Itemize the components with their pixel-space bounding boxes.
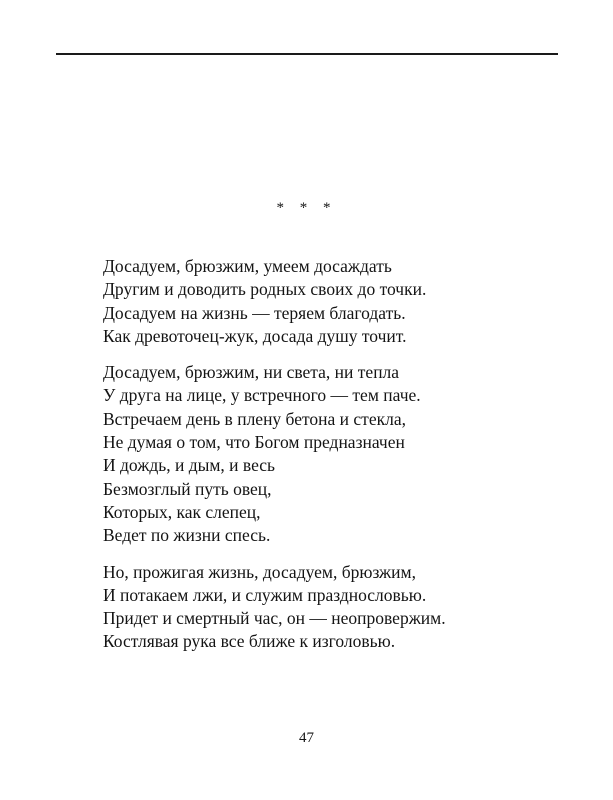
poem-line: И потакаем лжи, и служим празднословью.	[103, 584, 427, 605]
poem-line: И дождь, и дым, и весь	[103, 455, 276, 476]
page-number: 47	[299, 730, 314, 746]
poem-line: Досадуем, брюзжим, ни света, ни тепла	[103, 362, 400, 383]
poem-line: Костлявая рука все ближе к изголовью.	[103, 631, 396, 652]
stanza-3	[103, 561, 573, 654]
section-ornament: * * *	[276, 200, 337, 216]
poem-line: Ведет по жизни спесь.	[103, 525, 271, 546]
stanza-2	[103, 361, 573, 547]
poem-line: Которых, как слепец,	[103, 501, 261, 522]
poem-line: Встречаем день в плену бетона и стекла,	[103, 408, 406, 429]
poem	[103, 255, 573, 667]
poem-line: Другим и доводить родных своих до точки.	[103, 279, 427, 300]
poem-line: Как древоточец-жук, досада душу точит.	[103, 325, 407, 346]
poem-line: У друга на лице, у встречного — тем паче.	[103, 385, 421, 406]
top-rule	[56, 53, 558, 55]
stanza-1	[103, 255, 573, 348]
poem-line: Но, прожигая жизнь, досадуем, брюзжим,	[103, 561, 416, 582]
poem-line: Придет и смертный час, он — неопровержим.	[103, 608, 446, 629]
poem-line: Не думая о том, что Богом предназначен	[103, 432, 405, 453]
poem-line: Досадуем, брюзжим, умеем досаждать	[103, 256, 392, 276]
poem-line: Безмозглый путь овец,	[103, 478, 272, 499]
poem-line: Досадуем на жизнь — теряем благодать.	[103, 302, 406, 323]
